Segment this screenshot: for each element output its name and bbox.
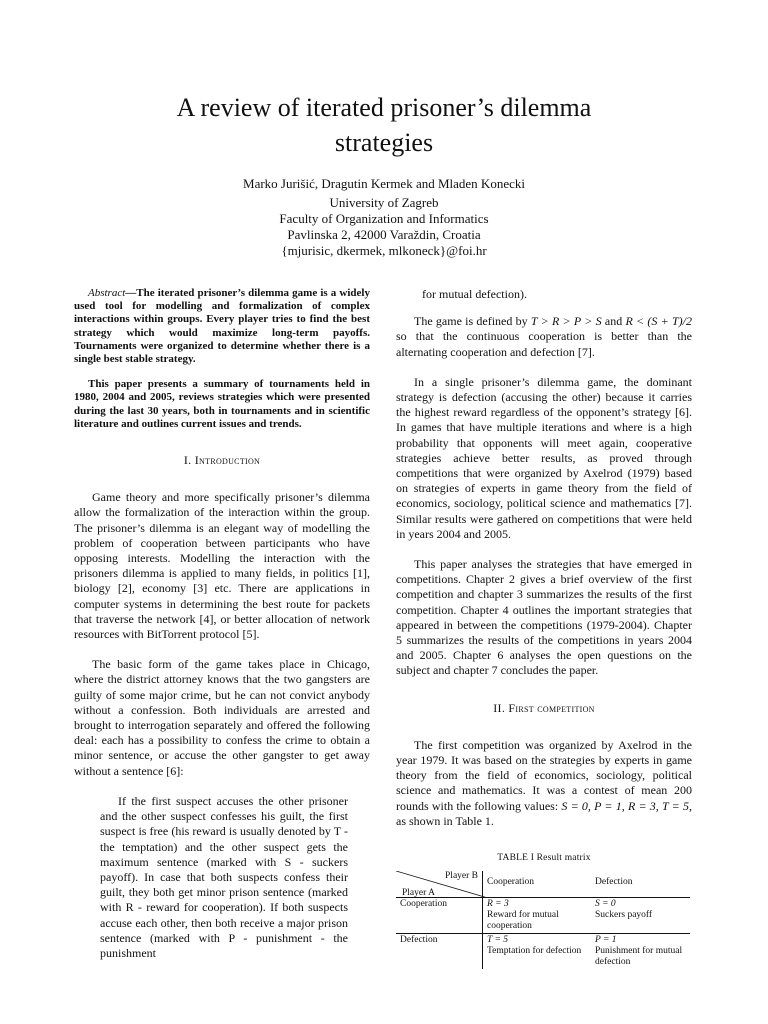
row-header-cooperation: Cooperation bbox=[396, 898, 483, 934]
row-header-defection: Defection bbox=[396, 934, 483, 970]
cell-value: T = 5 bbox=[487, 935, 509, 946]
table-caption: TABLE I Result matrix bbox=[497, 853, 591, 864]
text-span: The first competition was organized by Axelrod in the year 1979. It was based on the strategies by experts in game theory from the field of economics, sociology, political science and mathematics. It was a contest of mean 200 rounds with the following values: bbox=[396, 737, 692, 813]
cell-value: S = 0 bbox=[595, 899, 616, 910]
dilemma-quote-end: for mutual defection). bbox=[422, 287, 527, 301]
cell-text: Reward for mutual cooperation bbox=[487, 910, 559, 932]
author-emails: {mjurisic, dkermek, mlkoneck}@foi.hr bbox=[281, 243, 487, 258]
affiliation-address: Pavlinska 2, 42000 Varaždin, Croatia bbox=[287, 227, 481, 242]
payoff-values: S = 0, P = 1, R = 3, T = 5 bbox=[561, 798, 689, 813]
title-line-1: A review of iterated prisoner’s dilemma bbox=[176, 93, 592, 122]
author-names: Marko Jurišić, Dragutin Kermek and Mladen Konecki bbox=[243, 176, 525, 191]
right-column bbox=[396, 287, 692, 969]
left-column bbox=[74, 287, 370, 961]
column-header-defection: Defection bbox=[595, 877, 633, 888]
cell-defect-defect bbox=[591, 934, 690, 970]
title-line-2: strategies bbox=[334, 128, 434, 157]
inequality-reward: R < (S + T)/2 bbox=[625, 314, 693, 329]
cell-defect-cooperate bbox=[483, 934, 592, 970]
dominant-strategy-paragraph: In a single prisoner’s dilemma game, the dominant strategy is defection (accusing the other) because it carries the highest reward regardless of the opponent’s strategy [6]. In games that have multiple iterations and where is a high probability that opponents will meet again, cooperative strategies achieve better results, as proved through competitions that were organized by Axelrod (1979) based on strategies of experts in game theory from the field of economics, sociology, political science and mathematics [7]. Similar results were gathered on competitions that were held in years 2004 and 2005. bbox=[396, 374, 692, 541]
cell-cooperate-defect bbox=[591, 898, 690, 934]
intro-paragraph-1: Game theory and more specifically prisoner’s dilemma allow the formalization of the interaction within the group. The prisoner’s dilemma is an elegant way of modelling the problem of cooperation between participants who have opposing interests. Modelling the interaction with the prisoners dilemma is applied to many fields, in politics [1], biology [2], economy [3] etc. There are applications in computer systems in determining the best route for packets that traverse the network [4], or better allocation of network resources with BitTorrent protocol [5]. bbox=[74, 490, 370, 642]
text-span: so that the continuous cooperation is better than the alternating cooperation and defection [7]. bbox=[396, 329, 692, 359]
game-definition-paragraph bbox=[396, 314, 692, 360]
cell-value: P = 1 bbox=[595, 935, 617, 946]
abstract-paragraph-2: This paper presents a summary of tournaments held in 1980, 2004 and 2005, reviews strategies which were presented during the last 30 years, both in tournaments and in scientific literature and outlines current issues and trends. bbox=[74, 378, 370, 430]
affiliation-faculty: Faculty of Organization and Informatics bbox=[279, 211, 489, 226]
paper-title bbox=[0, 90, 768, 160]
abstract-text-1: —The iterated prisoner’s dilemma game is a widely used tool for modelling and formalization of complex interactions within groups. Every player tries to find the best strategy which would maximize long-term payoffs. Tournaments were organized to determine whether there is a single best stable strategy. bbox=[74, 287, 370, 366]
result-matrix-table bbox=[396, 871, 690, 969]
cell-cooperate-cooperate bbox=[483, 898, 592, 934]
column-header-cooperation: Cooperation bbox=[487, 877, 534, 888]
abstract-label: Abstract bbox=[88, 287, 126, 299]
player-a-label: Player A bbox=[402, 888, 435, 899]
cell-text: Suckers payoff bbox=[595, 910, 653, 921]
section-heading-first-competition: II. First competition bbox=[493, 700, 595, 715]
section-heading-introduction: I. Introduction bbox=[183, 453, 261, 468]
affiliation-university: University of Zagreb bbox=[329, 195, 439, 210]
intro-paragraph-2: The basic form of the game takes place in Chicago, where the district attorney knows that the two gangsters are guilty of some major crime, but he can not convict anybody without a confession. Both individuals are arrested and brought to interrogation separately and offered the following deal: each has a possibility to confess the crime to obtain a minor sentence, or accuse the other gangster to get away without a sentence [6]: bbox=[74, 657, 370, 778]
inequality-order: T > R > P > S bbox=[530, 314, 602, 329]
text-span: and bbox=[601, 314, 626, 329]
first-competition-paragraph bbox=[396, 738, 692, 829]
player-b-label: Player B bbox=[445, 871, 478, 882]
dilemma-quote: If the first suspect accuses the other prisoner and the other suspect confesses his guilt, the first suspect is free (his reward is usually denoted by T - the temptation) and the other suspect gets the maximum sentence (marked with S - suckers payoff). In case that both suspects confess their guilt, they both get minor prison sentence (marked with R - reward for cooperation). If both suspects accuse each other, then both receive a major prison sentence (marked with P - punishment - the punishment bbox=[100, 793, 348, 960]
cell-text: Punishment for mutual defection bbox=[595, 946, 683, 968]
abstract-paragraph-1 bbox=[74, 287, 370, 366]
table-corner-cell bbox=[396, 871, 483, 898]
text-span: The game is defined by bbox=[414, 314, 531, 329]
author-block bbox=[0, 176, 768, 259]
text-span: , as shown in Table 1. bbox=[396, 798, 692, 828]
cell-text: Temptation for defection bbox=[487, 946, 582, 957]
cell-value: R = 3 bbox=[487, 899, 509, 910]
paper-outline-paragraph: This paper analyses the strategies that have emerged in competitions. Chapter 2 gives a brief overview of the first competition and chapter 3 summarizes the results of the first competition. Chapter 4 outlines the important strategies that appeared in between the competitions (1979-2004). Chapter 5 summarizes the results of the competitions in years 2004 and 2005. Chapter 6 analyses the open questions on the subject and chapter 7 concludes the paper. bbox=[396, 557, 692, 678]
